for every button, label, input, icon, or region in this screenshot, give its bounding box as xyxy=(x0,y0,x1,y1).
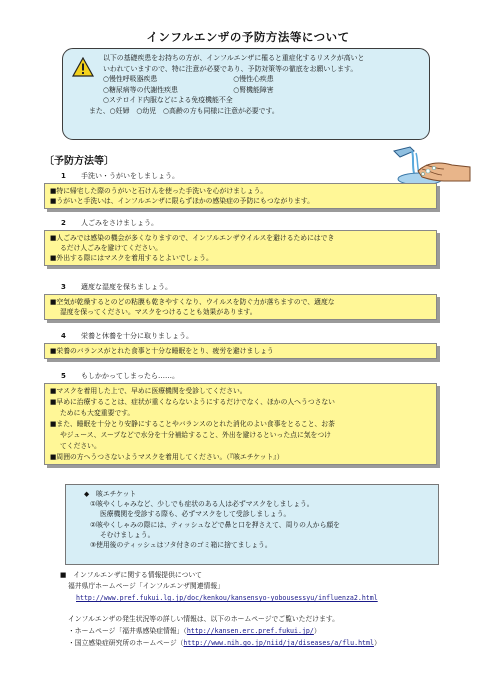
step-text-line: ■栄養のバランスがとれた食事と十分な睡眠をとり、疲労を避けましょう xyxy=(50,347,274,355)
pref-url-link[interactable]: http://www.pref.fukui.lg.jp/doc/kenkou/kansensyo-yobousessyu/influenza2.html xyxy=(76,594,378,602)
step-text-line: ■周囲の方へうつさないようマスクを着用してください。（『咳エチケット』） xyxy=(50,453,284,461)
center-url-link[interactable]: http://kansen.erc.pref.fukui.jp/ xyxy=(186,627,314,635)
step-4-box xyxy=(44,343,437,359)
etiquette-line: ③使用後のティッシュはフタ付きのゴミ箱に捨てましょう。 xyxy=(90,541,272,550)
center-link-label: ・ホームページ「福井県感染症情報」 xyxy=(68,627,184,635)
etiquette-line: ①咳やくしゃみなど、少しでも症状のある人は必ずマスクをしましょう。 xyxy=(90,500,314,509)
disease-item: ○ステロイド内服などによる免疫機能不全 xyxy=(103,96,233,105)
warning-box xyxy=(62,48,430,140)
step-4-heading: 4 栄養と休養を十分に取りましょう。 xyxy=(61,332,193,340)
warning-line-1: 以下の基礎疾患をお持ちの方が、インフルエンザに罹ると重症化するリスクが高いと xyxy=(103,54,365,62)
pref-link-label: 福井県庁ホームページ「インフルエンザ関連情報」 xyxy=(68,582,224,590)
step-text-line: てください。 xyxy=(60,442,101,450)
etiquette-title: ◆ 咳エチケット xyxy=(84,490,137,498)
step-1-heading: 1 手洗い・うがいをしましょう。 xyxy=(61,172,179,180)
warning-line-2: いわれていますので、特に注意が必要であり、予防対策等の徹底をお願いします。 xyxy=(103,64,358,73)
step-text-line: ためにも大変重要です。 xyxy=(60,409,135,417)
cough-etiquette-box xyxy=(65,484,439,565)
etiquette-line: そむけましょう。 xyxy=(100,530,155,539)
disease-item: ○腎機能障害 xyxy=(233,85,274,94)
step-3-heading: 3 適度な湿度を保ちましょう。 xyxy=(61,283,172,291)
step-text-line: ■うがいと手洗いは、インフルエンザに限らずほかの感染症の予防にもつながります。 xyxy=(50,197,314,205)
page-title: インフルエンザの予防方法等について xyxy=(146,30,350,44)
section-title: 〔予防方法等〕 xyxy=(44,156,114,167)
step-5-box xyxy=(44,383,437,465)
disease-item: ○慢性呼吸器疾患 xyxy=(103,75,158,84)
etiquette-line: 医療機関を受診する際も、必ずマスクをして受診しましょう。 xyxy=(100,510,291,519)
step-3-box xyxy=(44,294,437,320)
more-info-text: インフルエンザの発生状況等の詳しい情報は、以下のホームページでご覧いただけます。 xyxy=(68,615,339,623)
step-text-line: ■外出する際にはマスクを着用するとよいでしょう。 xyxy=(50,254,213,262)
step-2-box xyxy=(44,230,437,266)
step-text-line: ■マスクを着用した上で、早めに医療機関を受診してください。 xyxy=(50,387,247,395)
warning-line-last: また、○妊婦 ○幼児 ○高齢の方も同様に注意が必要です。 xyxy=(89,106,279,115)
disease-item: ○慢性心疾患 xyxy=(233,75,274,84)
warning-icon xyxy=(72,57,94,77)
step-text-line: るだけ人ごみを避けてください。 xyxy=(60,244,162,252)
step-text-line: ■また、睡眠を十分とり安静にすることやバランスのとれた消化のよい食事をとること、お茶 xyxy=(50,420,335,428)
etiquette-line: ②咳やくしゃみの際には、ティッシュなどで鼻と口を押さえて、周りの人から顔を xyxy=(90,520,340,529)
step-1-box xyxy=(44,183,437,209)
handwashing-illustration xyxy=(392,141,474,187)
disease-item: ○糖尿病等の代謝性疾患 xyxy=(103,85,178,94)
step-2-heading: 2 人ごみをさけましょう。 xyxy=(61,219,158,227)
niid-link-label: ・国立感染症研究所のホームページ xyxy=(68,639,177,647)
step-text-line: ■早めに治療することは、症状が重くならないようにするだけでなく、ほかの人へうつさない xyxy=(50,398,335,406)
step-text-line: ■特に帰宅した際のうがいと石けんを使った手洗いを心がけましょう。 xyxy=(50,187,268,195)
step-5-heading: 5 もしかかってしまったら……。 xyxy=(61,372,179,380)
step-text-line: ■空気が乾燥するとのどの粘膜も乾きやすくなり、ウイルスを防ぐ力が落ちますので、適度な xyxy=(50,298,335,306)
step-text-line: ■人ごみでは感染の機会が多くなりますので、インフルエンザウイルスを避けるためにはでき xyxy=(50,234,335,242)
niid-url-link[interactable]: http://www.nih.go.jp/niid/ja/diseases/a/flu.html xyxy=(183,639,374,647)
step-text-line: やジュース、スープなどで水分を十分補給すること、外出を避けるといった点に気をつけ xyxy=(60,431,331,439)
step-text-line: 湿度を保ってください。マスクをつけることも効果があります。 xyxy=(60,308,257,316)
info-heading: ■ インフルエンザに関する情報提供について xyxy=(60,571,202,579)
